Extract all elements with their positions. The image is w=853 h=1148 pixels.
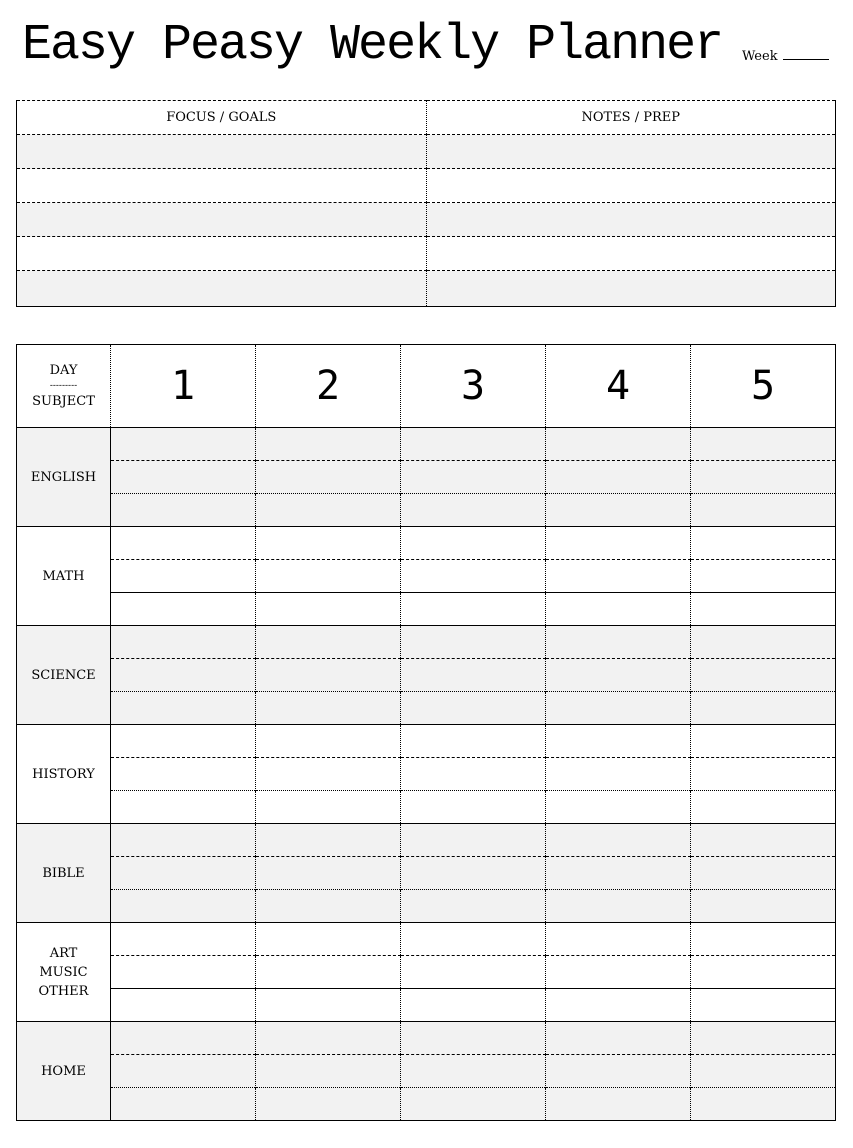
subject-label-line: ENGLISH	[30, 469, 97, 485]
week-field	[742, 48, 829, 66]
schedule-cell-day-5[interactable]	[691, 428, 836, 461]
schedule-row	[17, 428, 836, 461]
schedule-row	[17, 725, 836, 758]
week-label: Week	[742, 49, 778, 64]
schedule-cell-day-2[interactable]	[256, 494, 401, 527]
schedule-cell-day-2[interactable]	[256, 527, 401, 560]
schedule-cell-day-4[interactable]	[546, 923, 691, 956]
subject-label	[17, 824, 111, 923]
schedule-cell-day-4[interactable]	[546, 890, 691, 923]
focus-goals-cell[interactable]	[17, 237, 427, 271]
schedule-cell-day-1[interactable]	[111, 890, 256, 923]
day-number-2: 2	[256, 345, 401, 428]
schedule-cell-day-4[interactable]	[546, 527, 691, 560]
schedule-cell-day-3[interactable]	[401, 989, 546, 1022]
schedule-cell-day-2[interactable]	[256, 1022, 401, 1055]
schedule-cell-day-1[interactable]	[111, 791, 256, 824]
heading-divider: ---------	[49, 381, 78, 391]
subject-label-line: SCIENCE	[31, 667, 96, 683]
schedule-cell-day-2[interactable]	[256, 659, 401, 692]
schedule-cell-day-5[interactable]	[691, 725, 836, 758]
schedule-cell-day-2[interactable]	[256, 692, 401, 725]
schedule-cell-day-1[interactable]	[111, 659, 256, 692]
schedule-cell-day-1[interactable]	[111, 923, 256, 956]
schedule-cell-day-5[interactable]	[691, 1055, 836, 1088]
schedule-cell-day-1[interactable]	[111, 758, 256, 791]
schedule-cell-day-3[interactable]	[401, 824, 546, 857]
notes-prep-cell[interactable]	[426, 135, 836, 169]
schedule-cell-day-4[interactable]	[546, 494, 691, 527]
schedule-cell-day-3[interactable]	[401, 1055, 546, 1088]
schedule-cell-day-2[interactable]	[256, 857, 401, 890]
day-heading: DAY	[49, 363, 78, 378]
schedule-cell-day-5[interactable]	[691, 659, 836, 692]
schedule-cell-day-3[interactable]	[401, 428, 546, 461]
schedule-cell-day-4[interactable]	[546, 692, 691, 725]
schedule-row	[17, 824, 836, 857]
schedule-cell-day-4[interactable]	[546, 1088, 691, 1121]
schedule-cell-day-3[interactable]	[401, 593, 546, 626]
subject-label-line: MATH	[42, 568, 85, 584]
schedule-row	[17, 626, 836, 659]
focus-goals-cell[interactable]	[17, 135, 427, 169]
day-subject-heading	[17, 345, 111, 428]
schedule-cell-day-3[interactable]	[401, 1088, 546, 1121]
focus-goals-cell[interactable]	[17, 271, 427, 307]
schedule-cell-day-2[interactable]	[256, 593, 401, 626]
schedule-cell-day-3[interactable]	[401, 758, 546, 791]
schedule-cell-day-5[interactable]	[691, 626, 836, 659]
schedule-cell-day-2[interactable]	[256, 1088, 401, 1121]
schedule-cell-day-3[interactable]	[401, 791, 546, 824]
subject-label	[17, 923, 111, 1022]
schedule-cell-day-3[interactable]	[401, 725, 546, 758]
schedule-cell-day-4[interactable]	[546, 626, 691, 659]
schedule-cell-day-5[interactable]	[691, 461, 836, 494]
schedule-cell-day-4[interactable]	[546, 791, 691, 824]
schedule-cell-day-3[interactable]	[401, 461, 546, 494]
schedule-header-row	[17, 345, 836, 428]
schedule-row	[17, 527, 836, 560]
schedule-cell-day-2[interactable]	[256, 1055, 401, 1088]
schedule-cell-day-2[interactable]	[256, 560, 401, 593]
notes-prep-cell[interactable]	[426, 237, 836, 271]
schedule-cell-day-3[interactable]	[401, 560, 546, 593]
subject-label	[17, 626, 111, 725]
schedule-cell-day-5[interactable]	[691, 593, 836, 626]
focus-notes-row	[17, 203, 836, 237]
schedule-cell-day-1[interactable]	[111, 1055, 256, 1088]
schedule-cell-day-1[interactable]	[111, 626, 256, 659]
notes-prep-cell[interactable]	[426, 271, 836, 307]
schedule-cell-day-5[interactable]	[691, 890, 836, 923]
schedule-cell-day-4[interactable]	[546, 758, 691, 791]
focus-notes-row	[17, 169, 836, 203]
schedule-row	[17, 857, 836, 890]
schedule-cell-day-5[interactable]	[691, 494, 836, 527]
subject-label-line: BIBLE	[42, 865, 85, 881]
notes-prep-heading: NOTES / PREP	[426, 101, 836, 135]
schedule-cell-day-2[interactable]	[256, 923, 401, 956]
focus-notes-row	[17, 237, 836, 271]
focus-notes-table	[16, 100, 836, 307]
schedule-cell-day-5[interactable]	[691, 527, 836, 560]
schedule-cell-day-3[interactable]	[401, 857, 546, 890]
page-title: Easy Peasy Weekly Planner	[22, 17, 723, 74]
schedule-row	[17, 461, 836, 494]
schedule-cell-day-3[interactable]	[401, 1022, 546, 1055]
notes-prep-cell[interactable]	[426, 203, 836, 237]
week-blank-line[interactable]	[783, 59, 829, 60]
schedule-cell-day-1[interactable]	[111, 857, 256, 890]
day-number-3: 3	[401, 345, 546, 428]
schedule-cell-day-5[interactable]	[691, 857, 836, 890]
schedule-row	[17, 923, 836, 956]
schedule-cell-day-5[interactable]	[691, 560, 836, 593]
schedule-cell-day-4[interactable]	[546, 956, 691, 989]
schedule-row	[17, 692, 836, 725]
schedule-cell-day-5[interactable]	[691, 1022, 836, 1055]
schedule-cell-day-4[interactable]	[546, 428, 691, 461]
schedule-cell-day-2[interactable]	[256, 626, 401, 659]
schedule-cell-day-2[interactable]	[256, 758, 401, 791]
schedule-row	[17, 1022, 836, 1055]
schedule-row	[17, 791, 836, 824]
schedule-cell-day-3[interactable]	[401, 659, 546, 692]
schedule-cell-day-5[interactable]	[691, 989, 836, 1022]
schedule-row	[17, 659, 836, 692]
schedule-cell-day-4[interactable]	[546, 461, 691, 494]
focus-goals-heading: FOCUS / GOALS	[17, 101, 427, 135]
focus-goals-cell[interactable]	[17, 169, 427, 203]
schedule-row	[17, 989, 836, 1022]
schedule-cell-day-3[interactable]	[401, 956, 546, 989]
subject-label	[17, 725, 111, 824]
schedule-row	[17, 1055, 836, 1088]
schedule-cell-day-2[interactable]	[256, 725, 401, 758]
schedule-cell-day-3[interactable]	[401, 692, 546, 725]
schedule-cell-day-5[interactable]	[691, 824, 836, 857]
notes-prep-cell[interactable]	[426, 169, 836, 203]
schedule-cell-day-3[interactable]	[401, 626, 546, 659]
schedule-cell-day-2[interactable]	[256, 890, 401, 923]
schedule-cell-day-1[interactable]	[111, 494, 256, 527]
schedule-row	[17, 593, 836, 626]
schedule-cell-day-5[interactable]	[691, 923, 836, 956]
schedule-cell-day-5[interactable]	[691, 758, 836, 791]
schedule-cell-day-4[interactable]	[546, 824, 691, 857]
focus-notes-row	[17, 271, 836, 307]
schedule-cell-day-3[interactable]	[401, 890, 546, 923]
schedule-cell-day-4[interactable]	[546, 725, 691, 758]
schedule-cell-day-1[interactable]	[111, 461, 256, 494]
schedule-row	[17, 560, 836, 593]
schedule-cell-day-4[interactable]	[546, 1055, 691, 1088]
schedule-cell-day-2[interactable]	[256, 989, 401, 1022]
subject-label	[17, 1022, 111, 1121]
schedule-cell-day-1[interactable]	[111, 1022, 256, 1055]
schedule-cell-day-5[interactable]	[691, 956, 836, 989]
schedule-row	[17, 494, 836, 527]
schedule-cell-day-5[interactable]	[691, 1088, 836, 1121]
subject-heading: SUBJECT	[32, 394, 95, 409]
day-number-4: 4	[546, 345, 691, 428]
schedule-cell-day-4[interactable]	[546, 560, 691, 593]
schedule-cell-day-2[interactable]	[256, 791, 401, 824]
schedule-cell-day-2[interactable]	[256, 428, 401, 461]
schedule-cell-day-2[interactable]	[256, 824, 401, 857]
schedule-row	[17, 956, 836, 989]
subject-label-line: HOME	[41, 1063, 86, 1079]
schedule-cell-day-4[interactable]	[546, 659, 691, 692]
schedule-cell-day-1[interactable]	[111, 527, 256, 560]
subject-label-line: ART	[49, 945, 78, 961]
schedule-cell-day-4[interactable]	[546, 989, 691, 1022]
schedule-row	[17, 758, 836, 791]
subject-label-line: OTHER	[38, 983, 89, 999]
schedule-body	[17, 428, 836, 1121]
subject-label	[17, 527, 111, 626]
schedule-cell-day-1[interactable]	[111, 1088, 256, 1121]
schedule-cell-day-1[interactable]	[111, 956, 256, 989]
schedule-cell-day-3[interactable]	[401, 527, 546, 560]
focus-notes-header	[17, 101, 836, 135]
focus-goals-cell[interactable]	[17, 203, 427, 237]
schedule-cell-day-1[interactable]	[111, 428, 256, 461]
schedule-cell-day-4[interactable]	[546, 593, 691, 626]
schedule-cell-day-4[interactable]	[546, 1022, 691, 1055]
schedule-cell-day-1[interactable]	[111, 824, 256, 857]
schedule-cell-day-1[interactable]	[111, 560, 256, 593]
schedule-cell-day-1[interactable]	[111, 593, 256, 626]
focus-notes-body	[17, 135, 836, 307]
schedule-row	[17, 890, 836, 923]
schedule-cell-day-1[interactable]	[111, 725, 256, 758]
schedule-cell-day-1[interactable]	[111, 989, 256, 1022]
schedule-cell-day-1[interactable]	[111, 692, 256, 725]
focus-notes-row	[17, 135, 836, 169]
weekly-schedule-table	[16, 344, 836, 1121]
schedule-cell-day-5[interactable]	[691, 791, 836, 824]
schedule-cell-day-3[interactable]	[401, 494, 546, 527]
subject-label-line: MUSIC	[39, 964, 88, 980]
subject-label	[17, 428, 111, 527]
schedule-cell-day-5[interactable]	[691, 692, 836, 725]
schedule-row	[17, 1088, 836, 1121]
schedule-cell-day-2[interactable]	[256, 461, 401, 494]
schedule-cell-day-2[interactable]	[256, 956, 401, 989]
day-number-1: 1	[111, 345, 256, 428]
schedule-cell-day-3[interactable]	[401, 923, 546, 956]
schedule-cell-day-4[interactable]	[546, 857, 691, 890]
subject-label-line: HISTORY	[32, 766, 95, 782]
day-number-5: 5	[691, 345, 836, 428]
